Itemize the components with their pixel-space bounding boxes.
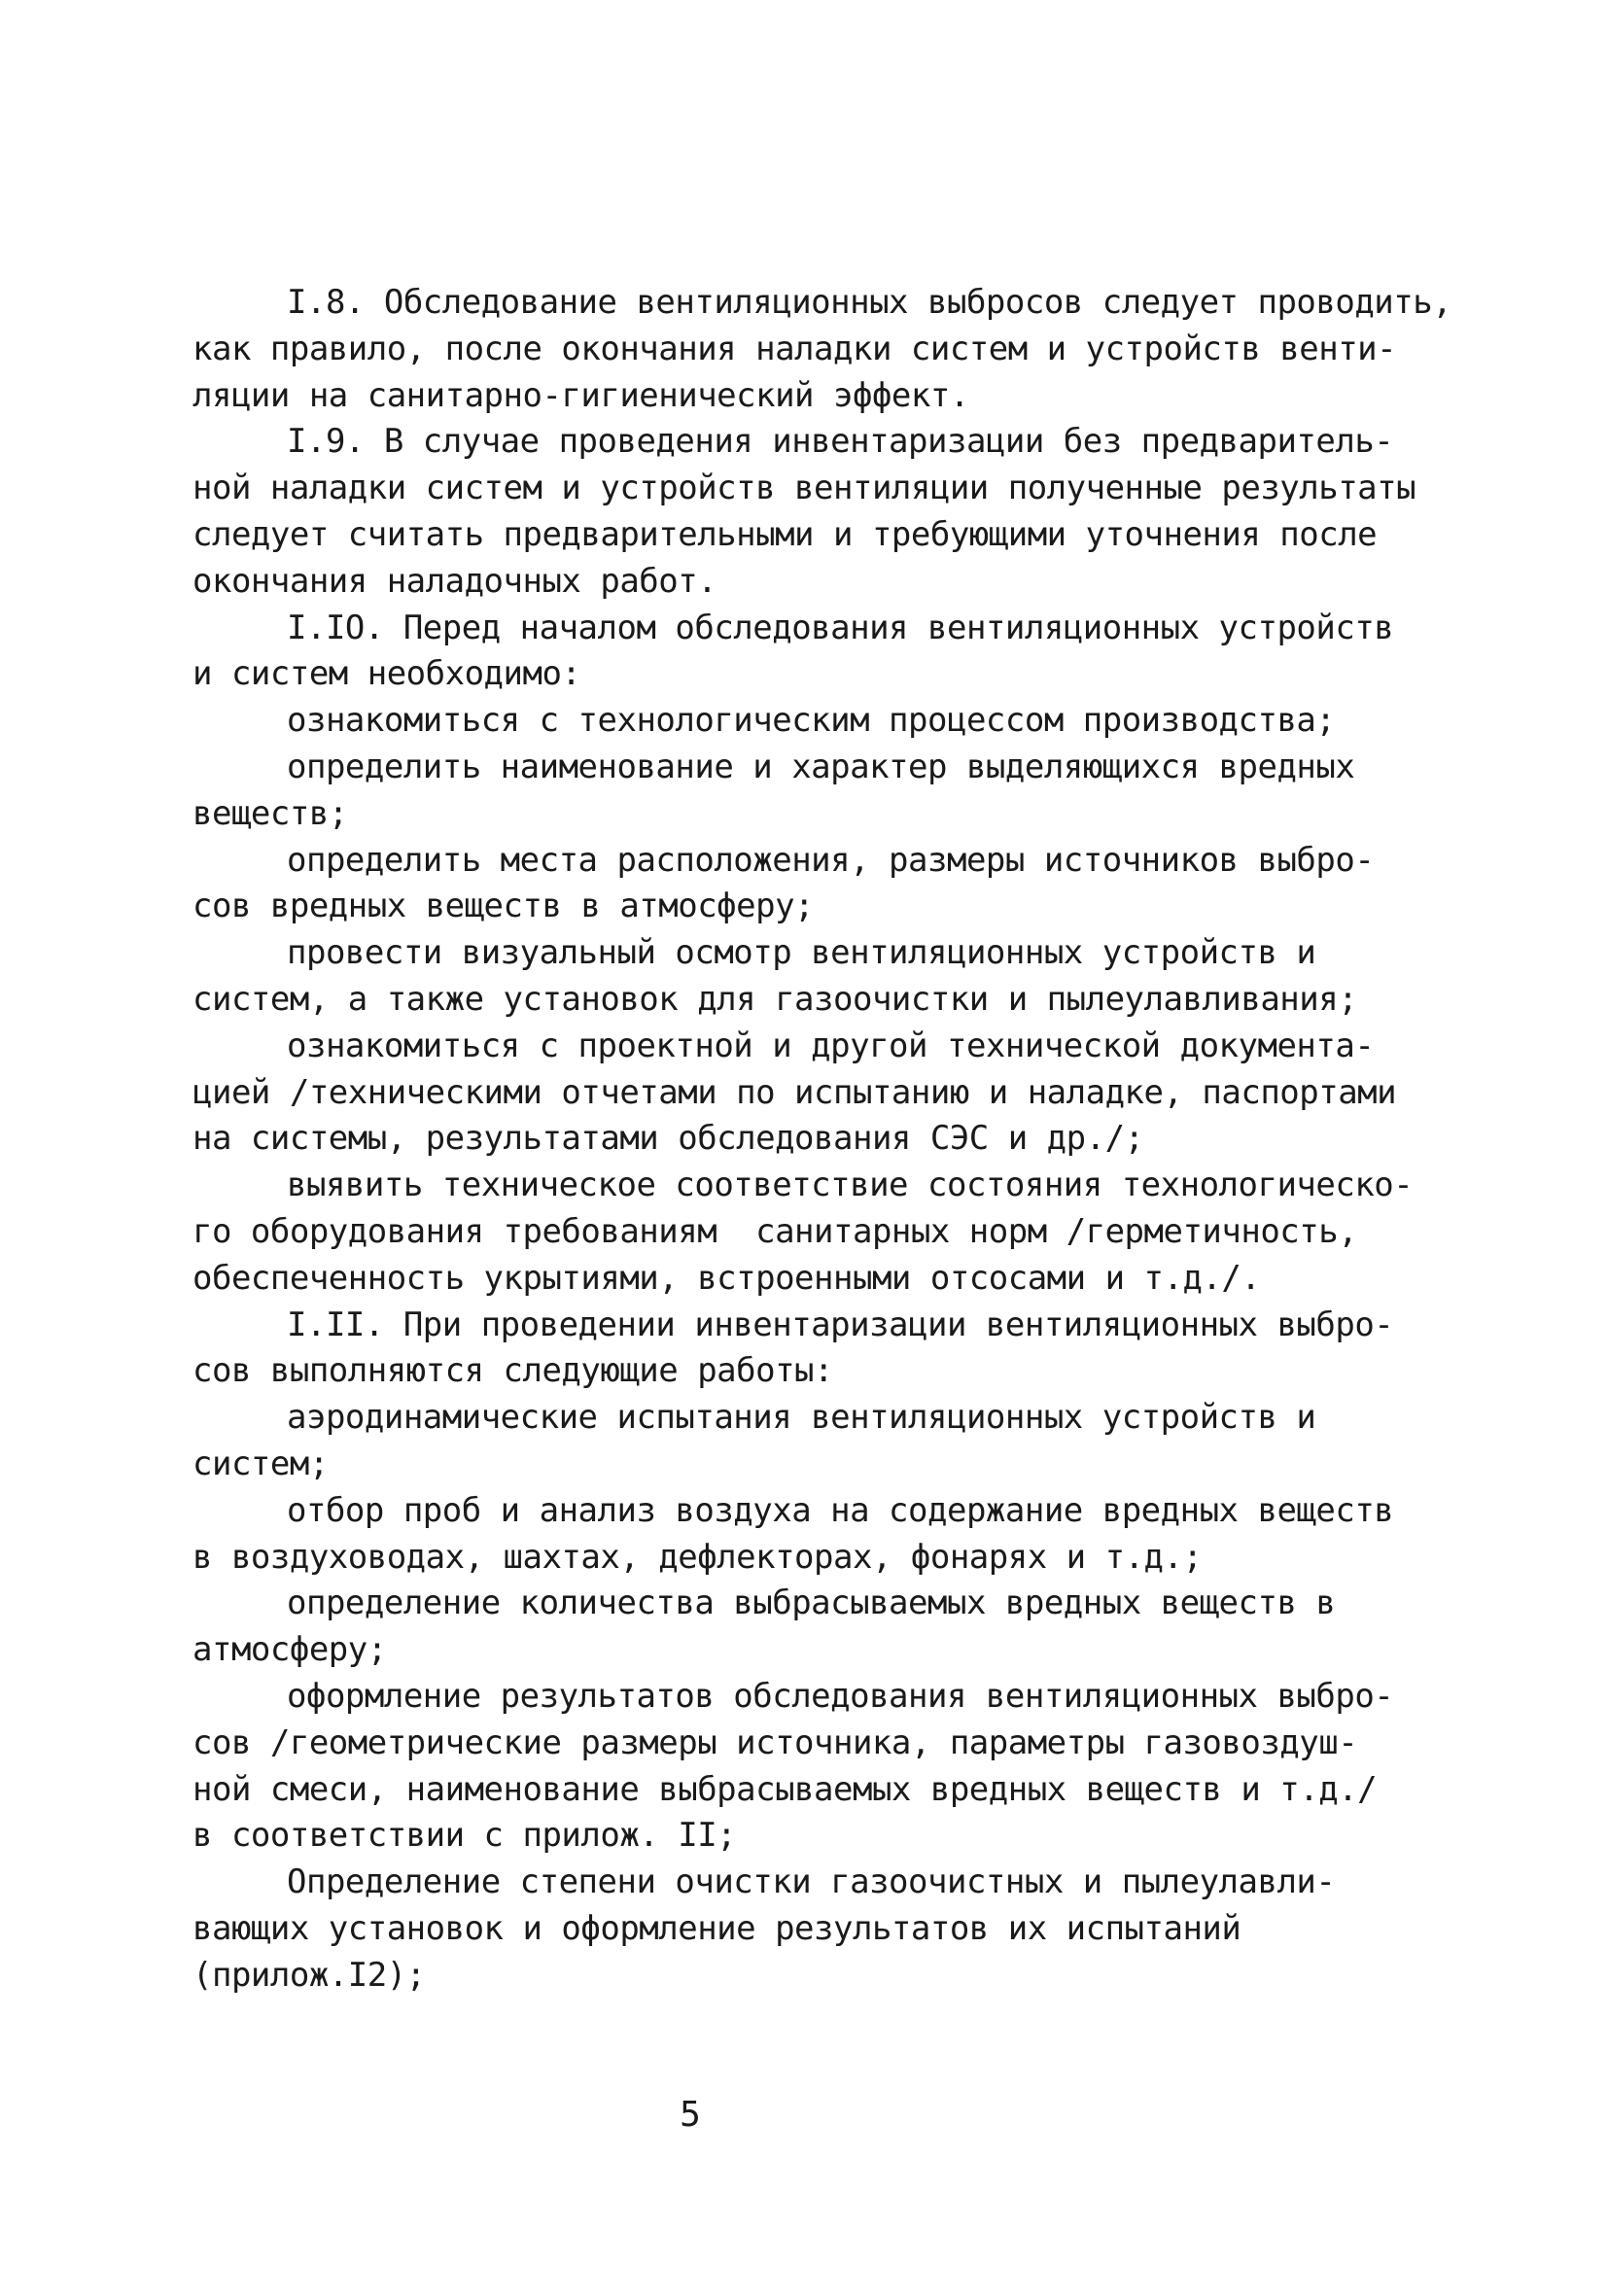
text-line: ознакомиться с проектной и другой технической документа- <box>287 1026 1375 1065</box>
text-line: оформление результатов обследования вентиляционных выбро- <box>287 1676 1394 1716</box>
text-line: в соответствии с прилож. II; <box>192 1816 737 1856</box>
text-line: на системы, результатами обследования СЭС и др./; <box>192 1119 1144 1159</box>
text-line: окончания наладочных работ. <box>192 561 717 601</box>
text-line: веществ; <box>192 793 348 833</box>
text-line: выявить техническое соответствие состояния технологическо- <box>287 1165 1414 1205</box>
text-line: сов выполняются следующие работы: <box>192 1351 834 1391</box>
text-line: ознакомиться с технологическим процессом производства; <box>287 701 1336 741</box>
text-line: определить места расположения, размеры источников выбро- <box>287 840 1375 880</box>
text-line: I.IO. Перед началом обследования вентиляционных устройств <box>287 608 1394 647</box>
text-line: аэродинамические испытания вентиляционных устройств и <box>287 1398 1316 1438</box>
text-line: систем; <box>192 1444 329 1483</box>
text-line: сов /геометрические размеры источника, параметры газовоздуш- <box>192 1722 1358 1762</box>
text-line: систем, а также установок для газоочистки и пылеулавливания; <box>192 979 1358 1019</box>
text-line: ляции на санитарно-гигиенический эффект. <box>192 375 969 415</box>
text-line: обеспеченность укрытиями, встроенными отсосами и т.д./. <box>192 1258 1261 1298</box>
text-line: ной смеси, наименование выбрасываемых вредных веществ и т.д./ <box>192 1769 1378 1809</box>
text-line: вающих установок и оформление результатов их испытаний <box>192 1908 1241 1948</box>
text-line: следует считать предварительными и требующими уточнения после <box>192 514 1378 554</box>
text-line: провести визуальный осмотр вентиляционных устройств и <box>287 933 1316 973</box>
text-line: Определение степени очистки газоочистных и пылеулавли- <box>287 1862 1336 1902</box>
text-line: го оборудования требованиям санитарных норм /герметичность, <box>192 1211 1358 1251</box>
text-line: отбор проб и анализ воздуха на содержание вредных веществ <box>287 1490 1394 1530</box>
text-line: и систем необходимо: <box>192 654 581 694</box>
text-line: I.9. В случае проведения инвентаризации без предваритель- <box>287 422 1394 462</box>
text-line: I.8. Обследование вентиляционных выбросов следует проводить, <box>287 283 1452 322</box>
text-line: цией /техническими отчетами по испытанию и наладке, паспортами <box>192 1072 1397 1112</box>
text-line: (прилож.I2); <box>192 1955 426 1995</box>
text-line: ной наладки систем и устройств вентиляции полученные результаты <box>192 469 1416 508</box>
text-line: I.II. При проведении инвентаризации вентиляционных выбро- <box>287 1305 1394 1344</box>
text-line: определение количества выбрасываемых вредных веществ в <box>287 1583 1336 1623</box>
body-text <box>192 280 1456 1999</box>
text-line: атмосферу; <box>192 1630 387 1670</box>
page-number: 5 <box>680 2095 701 2135</box>
text-line: сов вредных веществ в атмосферу; <box>192 887 815 926</box>
text-line: определить наименование и характер выделяющихся вредных <box>287 747 1355 786</box>
text-line: в воздуховодах, шахтах, дефлекторах, фонарях и т.д.; <box>192 1537 1203 1577</box>
text-line: как правило, после окончания наладки систем и устройств венти- <box>192 329 1397 368</box>
